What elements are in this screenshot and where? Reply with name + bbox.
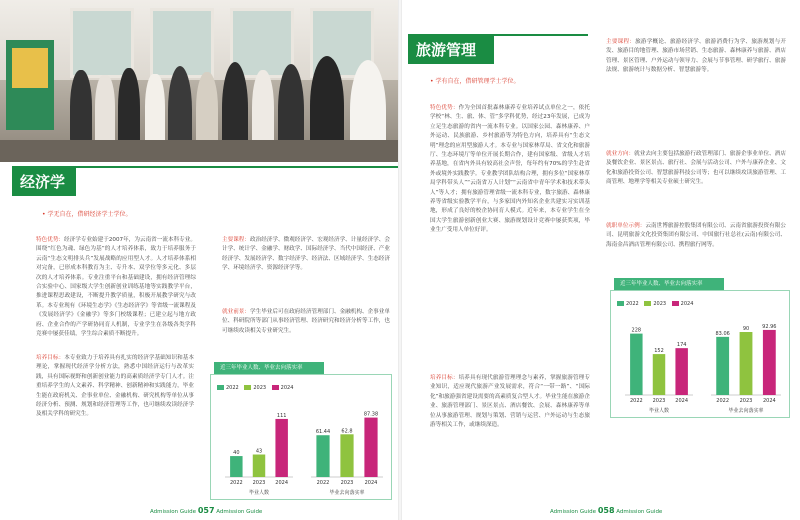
chart-category-label: 2023 [340,480,354,486]
chart-x-label: 毕业人数 [648,408,670,414]
stats-title-right: 近三年毕业人数、毕业去向落实率 [614,278,724,290]
stats-box-right [610,290,790,418]
stats-title: 近三年毕业人数、毕业去向落实率 [214,362,324,374]
chart-x-label: 毕业人数 [248,490,270,496]
chart-bar-2024 [763,330,776,395]
employment-label-right: 就业方向： [606,151,635,157]
chart-bar-2024 [275,419,287,477]
chart-grad-count-tourism [617,315,697,415]
stats-legend [213,385,293,391]
chart-value-label: 152 [654,348,664,355]
training-paragraph [36,354,194,498]
page-number-right: 058 [597,506,615,515]
chart-value-label: 62.8 [341,428,353,435]
footer-text-right-r: Admission Guide [616,509,663,515]
major-title-right: 旅游管理 [416,41,477,59]
chart-bar-2024 [675,348,687,395]
footer-text-right: Admission Guide [216,509,263,515]
employment-paragraph [222,308,390,354]
chart-value-label: 40 [233,450,240,457]
courses-text: 政治经济学、微观经济学、宏观经济学、计量经济学、会计学、统计学、金融学、财政学、国际经济学、当代中国经济、产业经济学、发展经济学、数字经济学、经济法、区域经济学、生态经济学、环境经济学、资源经济学等。 [222,237,390,272]
chart-grad-count-economics [217,399,297,497]
training-text: 本专业致力于培养具有扎实的经济学基础知识和基本理论，掌握现代经济学分析方法，熟悉中国经济运行与改革实践，具有国际视野和创新创业能力的高素质经济学专门人才。注重培养学生的人文素养、科学精神、创新精神和实践能力，毕业生能在政府机关、企事业单位、金融机构、研究机构等单位从事经济分析、预测、规划和经济管理等工作，也可继续攻读经济学及相关学科的研究生。 [36,355,194,418]
courses-paragraph-right [606,38,786,142]
slogan-right: • 学有自在，借研管理学士学位。 [430,78,520,85]
major-title: 经济学 [20,173,66,191]
chart-category-label: 2022 [716,398,730,404]
page-number-left: 057 [197,506,215,515]
chart-x-label: 毕业去向落实率 [728,408,764,414]
courses-label: 主要课程： [222,237,250,243]
major-title-badge [12,168,76,196]
stats-legend-right [613,301,693,307]
chart-category-label: 2022 [316,480,330,486]
chart-bar-2023 [253,455,265,477]
chart-value-label: 43 [255,448,263,455]
legend-2023-right: 2023 [653,301,667,307]
features-paragraph [36,236,196,342]
employment-label: 就业前景： [222,309,250,315]
chart-category-label: 2024 [364,480,378,486]
legend-2024-right: 2024 [680,301,694,307]
chart-category-label: 2024 [275,480,289,486]
chart-category-label: 2023 [739,398,753,404]
stats-box [210,374,392,500]
chart-bar-2022 [716,337,729,395]
courses-label-right: 主要课程： [606,39,636,45]
footer-text-left: Admission Guide [150,509,197,515]
features-paragraph-right [430,104,590,364]
training-paragraph-right [430,374,590,498]
chart-category-label: 2023 [652,398,666,404]
features-text-right: 作为全国首批森林康养专业培养试点单位之一，依托学校“林、生、旅、体、管”多学科优势，经过23年发展，已成为立足生态旅游的省内一流本科专业。以国家公园、森林康养、户外运动、民族旅游、乡村旅游等为特色方向，培养具有“生态文明”理念的应用型旅游人才。本专业与国家林草局、省文化和旅游厅、生态环境厅等单位开展长期合作，建有国家级、省级人才培养基地，在省内外具有较高社会声誉，每年约有70%的学生赴省外或境外实践教学。专业教学团队结构合理，拥有多位“国家林草局学科带头人”“云南省万人计划”“云南省中青年学术和技术带头人”等人才；拥有旅游管理省级一流本科专业，数字旅游、森林康养等省级实验教学平台，与多家国内外知名企业共建实习实训基地，形成了良好的校企协同育人模式。近年来，本专业学生在全国大学生旅游创新创业大赛、旅游规划设计竞赛中屡获奖项，毕业生广受用人单位好评。 [430,105,590,234]
footer-text-left-r: Admission Guide [550,509,597,515]
chart-value-label: 61.44 [315,429,331,436]
courses-text-right: 旅游学概论、旅游经济学、旅游消费行为学、旅游规划与开发、旅游目的地管理、旅游市场营销、生态旅游、森林康养与旅游、酒店管理、景区管理、户外运动与领导力、会展与节事管理、研学旅行、旅游法规、旅游统计与数据分析、智慧旅游等。 [606,39,786,74]
chart-category-label: 2022 [629,398,643,404]
chart-value-label: 92.96 [762,323,777,330]
legend-2022: 2022 [226,385,239,391]
courses-paragraph [222,236,390,302]
chart-value-label: 111 [276,412,287,419]
features-text: 经济学专业始建于2007年，为云南省一流本科专业。围绕“红色为魂、绿色为基”的人才培养体系，致力于培养服务于云南“生态文明排头兵”发展战略的应用型人才。人才培养体系相对完备，已形成本科教育为主、专升本、双学位等多元化、多层次的人才培养体系。专业注重平台和基础建设，拥有经济管理综合实验中心、国家级大学生创新创业训练基地等实践教学平台，推进课程思政建设，不断提升教学质量，积极开展教学研究与改革。本专业现有《环境生态学》《生态经济学》等省级一流课程及《发展经济学》《金融学》等多门校级课程；已建立起与地方政府、企业合作的产学研协同育人机制，专业学生在各级各类学科竞赛中屡获佳绩，学生综合素质不断提升。 [36,237,196,338]
chart-bar-2024 [364,418,377,477]
chart-category-label: 2024 [762,398,776,404]
right-page [400,0,800,520]
slogan-text-right: 学有自在，借研管理学士学位。 [435,78,520,85]
legend-2022-right: 2022 [626,301,639,307]
slogan: • 学无自在，借研经济学士学位。 [42,211,132,218]
training-text-right: 培养具有现代旅游管理理念与素养，掌握旅游管理专业知识，适应现代旅游产业发展需求，符合“一带一路”、“国际化”和旅游强省建设需要的高素质复合型人才。毕业生能在旅游企业、旅游管理部门、景区景点、酒店餐饮、会展、森林康养等单位从事旅游管理、规划与策划、营销与运营、户外运动与生态旅游等相关工作，或继续深造。 [430,375,590,429]
features-label-right: 特色优势： [430,105,459,111]
chart-category-label: 2022 [229,480,243,486]
training-label-right: 培养目标： [430,375,459,381]
legend-2023: 2023 [253,385,267,391]
chart-placement-rate-economics [303,399,387,497]
chart-value-label: 228 [631,327,642,334]
chart-x-label: 毕业去向落实率 [329,490,365,496]
footer-right [550,506,662,515]
employment-text-right: 就业去向主要包括旅游行政管理部门、旅游企事业单位、酒店及餐饮企业、景区景点、旅行社、会展与活动公司、户外与康养企业、文化和旅游投资公司、智慧旅游科技公司等；也可以继续攻读旅游管理、工商管理、地理学等相关专业硕士研究生。 [606,151,786,186]
chart-bar-2023 [740,332,753,395]
slogan-text: 学无自在，借研经济学士学位。 [47,211,132,218]
chart-category-label: 2023 [252,480,266,486]
chart-bar-2023 [653,354,665,395]
chart-value-label: 174 [676,342,687,349]
chart-bar-2022 [316,435,329,477]
chart-value-label: 83.06 [715,330,730,337]
chart-bar-2023 [340,434,353,477]
chart-value-label: 90 [742,326,750,332]
footer-left [150,506,262,515]
chart-value-label: 87.38 [363,411,379,418]
features-label: 特色优势： [36,237,65,243]
chart-category-label: 2024 [675,398,689,404]
training-label: 培养目标： [36,355,65,361]
internship-text-right: 云南世博旅游控股集团有限公司、云南省旅游投资有限公司、昆明旅游文化投资集团有限公司、中国旅行社总社(云南)有限公司、海南金昌酒店管理有限公司、携程旅行网等。 [606,223,786,248]
internship-label-right: 就职单位示例： [606,223,646,229]
classroom-photo [0,0,400,162]
employment-paragraph-right [606,150,786,216]
major-title-badge-right [408,36,494,64]
chart-placement-rate-tourism [703,315,785,415]
employment-text: 学生毕业后可在政府经济管理部门、金融机构、企事业单位、科研院所等部门从事经济管理、经济研究和经济分析等工作，也可继续攻读相关专业研究生。 [222,309,390,334]
legend-2024: 2024 [280,385,294,391]
internship-paragraph-right [606,222,786,268]
chart-bar-2022 [630,334,642,395]
chart-bar-2022 [230,456,242,477]
